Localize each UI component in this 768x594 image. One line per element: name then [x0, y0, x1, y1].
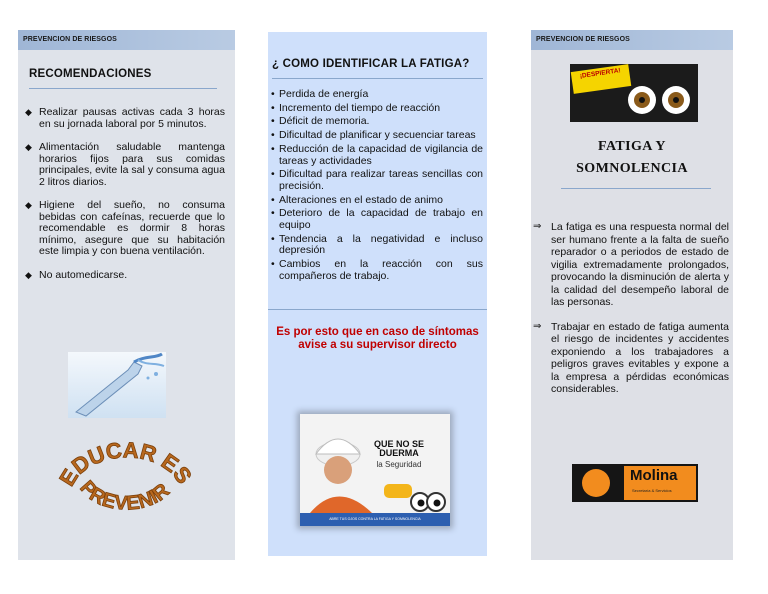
- dot-bullet-icon: •: [271, 193, 275, 206]
- diamond-bullet-icon: ◆: [25, 107, 32, 117]
- dot-bullet-icon: •: [271, 88, 275, 100]
- list-item-text: Realizar pausas activas cada 3 horas en su jornada laboral por 5 minutos.: [39, 106, 225, 130]
- list-item-text: Higiene del sueño, no consuma bebidas con cafeínas, recuerde que lo recomendable es dormir 8 horas mínimo, asegure que su habitación este limpia y con buena ventilación.: [39, 199, 225, 257]
- panel-header: PREVENCION DE RIESGOS: [18, 30, 235, 50]
- divider: [29, 88, 217, 89]
- list-item-text: Perdida de energía: [279, 88, 369, 100]
- list-item-text: La fatiga es una respuesta normal del ser humano frente a la falta de sueño reparador o a periodos de estado de vigilia extremadamente prolongados, provocando la disminución de alerta y la calidad del desempeño laboral de las personas.: [551, 221, 729, 308]
- list-item: [22, 270, 225, 282]
- dot-bullet-icon: •: [271, 207, 275, 220]
- eye-icon: [662, 86, 690, 114]
- svg-text:PREVENIR: [75, 477, 174, 515]
- list-item: [270, 116, 483, 128]
- list-item-text: No automedicarse.: [39, 268, 128, 281]
- main-title-line1: FATIGA Y: [598, 139, 666, 154]
- list-item-text: Alteraciones en el estado de animo: [279, 193, 444, 206]
- dot-bullet-icon: •: [271, 101, 275, 114]
- dot-bullet-icon: •: [271, 258, 275, 271]
- dot-bullet-icon: •: [271, 115, 275, 128]
- list-item: [533, 321, 729, 396]
- list-item: [270, 130, 483, 142]
- list-item-text: Deterioro de la capacidad de trabajo en equipo: [279, 207, 483, 232]
- divider: [561, 188, 711, 189]
- list-item: [270, 234, 483, 257]
- awake-eyes-image: [570, 64, 698, 122]
- main-title-line2: SOMNOLENCIA: [576, 161, 688, 176]
- panel-fatiga-somnolencia: [531, 30, 733, 560]
- eye-icon: [628, 86, 656, 114]
- molina-logo: [572, 464, 698, 502]
- dot-bullet-icon: •: [271, 142, 275, 155]
- arc-text-bottom: PREVENIR: [75, 476, 174, 515]
- water-bottle-image: [68, 352, 166, 418]
- list-item-text: Incremento del tiempo de reacción: [279, 101, 441, 114]
- list-item-text: Reducción de la capacidad de vigilancia de tareas y actividades: [279, 142, 483, 167]
- safety-poster-image: [300, 414, 450, 526]
- list-item: [270, 195, 483, 207]
- list-item: [270, 103, 483, 115]
- panel-identificar-fatiga: [268, 32, 487, 556]
- list-item-text: Dificultad de planificar y secuenciar tareas: [279, 129, 476, 142]
- list-item: [533, 221, 729, 309]
- list-item-text: Cambios en la reacción con sus compañeros de trabajo.: [279, 258, 483, 282]
- diamond-bullet-icon: ◆: [25, 142, 32, 152]
- arc-text-top: EDUCAR ES: [54, 437, 197, 491]
- diamond-bullet-icon: ◆: [25, 269, 32, 280]
- list-item: [270, 89, 483, 101]
- list-item-text: Déficit de memoria.: [279, 115, 370, 128]
- logo-name: Molina: [630, 467, 678, 484]
- list-item: [270, 208, 483, 231]
- panel-header: PREVENCION DE RIESGOS: [531, 30, 733, 50]
- orange-circle-icon: [582, 469, 610, 497]
- main-title: [531, 136, 733, 180]
- facts-list: [533, 221, 729, 396]
- list-item-text: Tendencia a la negatividad e incluso depresión: [279, 232, 483, 257]
- svg-text:EDUCAR ES: [54, 437, 197, 490]
- arrow-right-bullet-icon: ⇒: [533, 320, 542, 332]
- list-item-text: Dificultad para realizar tareas sencillas con precisión.: [279, 168, 483, 192]
- list-item: [270, 144, 483, 167]
- symptoms-list: [270, 89, 483, 283]
- list-item-text: Trabajar en estado de fatiga aumenta el riesgo de incidentes y accidentes exponiendo a los trabajadores a peligros graves evitables y expone a la empresa a pérdidas económicas considerables.: [551, 320, 729, 395]
- divider: [272, 78, 483, 79]
- logo-subtitle: Secretaría & Servicios: [632, 488, 672, 493]
- dot-bullet-icon: •: [271, 168, 275, 181]
- list-item: [22, 107, 225, 130]
- list-item-text: Alimentación saludable mantenga horarios fijos para sus comidas principales, evite la sal y consuma agua 2 litros diarios.: [39, 141, 225, 188]
- poster-footer: ABRE TUS OJOS CONTRA LA FATIGA Y SOMNOLENCIA: [300, 513, 450, 526]
- poster-headline: QUE NO SE DUERMA: [373, 439, 424, 458]
- recommendations-list: [22, 107, 225, 281]
- poster-subline: la Seguridad: [376, 460, 422, 469]
- section-title: ¿ COMO IDENTIFICAR LA FATIGA?: [272, 58, 470, 70]
- educar-es-prevenir-logo: [50, 430, 200, 520]
- panel-recomendaciones: [18, 30, 235, 560]
- list-item: [22, 200, 225, 258]
- despierta-sign: ¡DESPIERTA!: [571, 64, 631, 94]
- arrow-right-bullet-icon: ⇒: [533, 221, 542, 232]
- list-item: [270, 169, 483, 192]
- diamond-bullet-icon: ◆: [25, 200, 32, 210]
- list-item: [270, 259, 483, 282]
- list-item: [22, 142, 225, 188]
- section-title: RECOMENDACIONES: [29, 68, 152, 80]
- dot-bullet-icon: •: [271, 232, 275, 245]
- dot-bullet-icon: •: [271, 129, 275, 142]
- divider: [268, 309, 487, 310]
- supervisor-alert-text: Es por esto que en caso de síntomas avise a su supervisor directo: [276, 325, 479, 351]
